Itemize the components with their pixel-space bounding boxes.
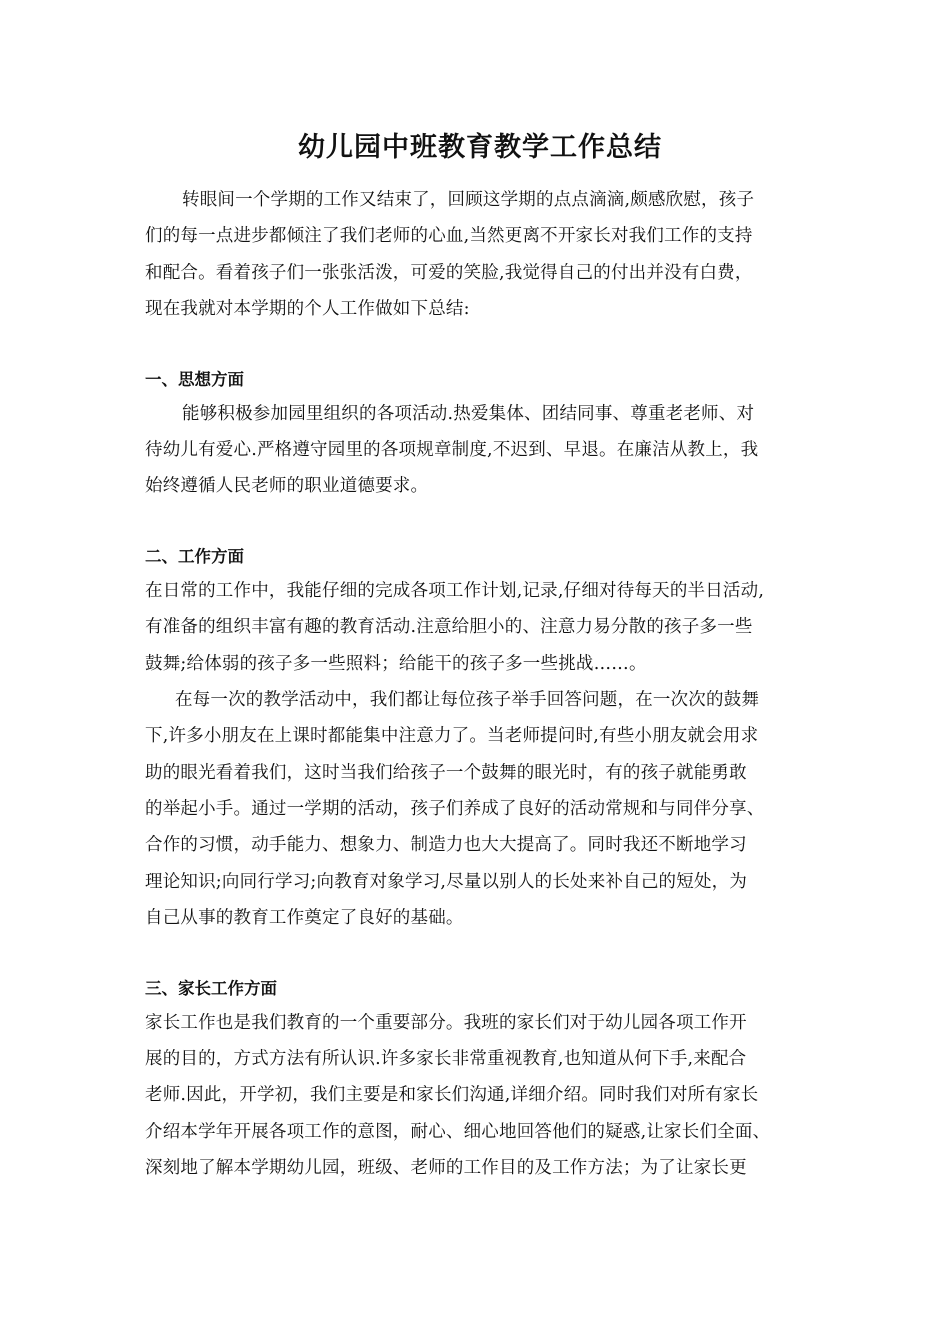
text-line: 和配合。看着孩子们一张张活泼，可爱的笑脸,我觉得自己的付出并没有白费， [145,262,753,283]
document-page [145,128,815,1187]
text-line: 理论知识;向同行学习;向教育对象学习,尽量以别人的长处来补自己的短处，为 [145,871,748,892]
text-line: 在每一次的教学活动中，我们都让每位孩子举手回答问题，在一次次的鼓舞 [175,689,760,710]
document-title: 幼儿园中班教育教学工作总结 [298,132,662,163]
text-line: 合作的习惯，动手能力、想象力、制造力也大大提高了。同时我还不断地学习 [145,835,747,856]
text-line: 家长工作也是我们教育的一个重要部分。我班的家长们对于幼儿园各项工作开 [145,1012,747,1033]
text-line: 的举起小手。通过一学期的活动，孩子们养成了良好的活动常规和与同伴分享、 [145,799,765,820]
text-line: 在日常的工作中，我能仔细的完成各项工作计划,记录,仔细对待每天的半日活动, [145,580,765,601]
text-line: 能够积极参加园里组织的各项活动.热爱集体、团结同事、尊重老老师、对 [182,403,755,424]
section-thought [145,364,815,505]
section-parents [145,973,815,1187]
text-line: 下,许多小朋友在上课时都能集中注意力了。当老师提问时,有些小朋友就会用求 [145,726,759,747]
text-line: 介绍本学年开展各项工作的意图，耐心、细心地回答他们的疑惑,让家长们全面、 [145,1121,771,1142]
text-line: 有准备的组织丰富有趣的教育活动.注意给胆小的、注意力易分散的孩子多一些 [145,617,753,638]
text-line: 老师.因此，开学初，我们主要是和家长们沟通,详细介绍。同时我们对所有家长 [145,1085,759,1106]
section-heading: 一、思想方面 [145,369,244,389]
text-line: 转眼间一个学期的工作又结束了，回顾这学期的点点滴滴,颇感欣慰，孩子 [182,190,755,210]
spacer [145,328,815,364]
text-line: 们的每一点进步都倾注了我们老师的心血,当然更离不开家长对我们工作的支持 [145,226,753,247]
text-line: 待幼儿有爱心.严格遵守园里的各项规章制度,不迟到、早退。在廉洁从教上，我 [145,439,759,460]
text-line: 展的目的，方式方法有所认识.许多家长非常重视教育,也知道从何下手,来配合 [145,1049,747,1070]
intro-paragraph [145,182,815,328]
section-heading: 三、家长工作方面 [145,978,277,998]
section-heading: 二、工作方面 [145,546,244,566]
text-line: 始终遵循人民老师的职业道德要求。 [145,476,429,497]
text-line: 深刻地了解本学期幼儿园，班级、老师的工作目的及工作方法；为了让家长更 [145,1158,747,1179]
text-line: 鼓舞;给体弱的孩子多一些照料；给能干的孩子多一些挑战……。 [145,653,647,674]
text-line: 自己从事的教育工作奠定了良好的基础。 [145,908,464,929]
text-line: 助的眼光看着我们，这时当我们给孩子一个鼓舞的眼光时，有的孩子就能勇敢 [145,762,747,783]
spacer [145,937,815,973]
spacer [145,505,815,541]
section-work [145,541,815,937]
text-line: 现在我就对本学期的个人工作做如下总结: [145,299,470,320]
